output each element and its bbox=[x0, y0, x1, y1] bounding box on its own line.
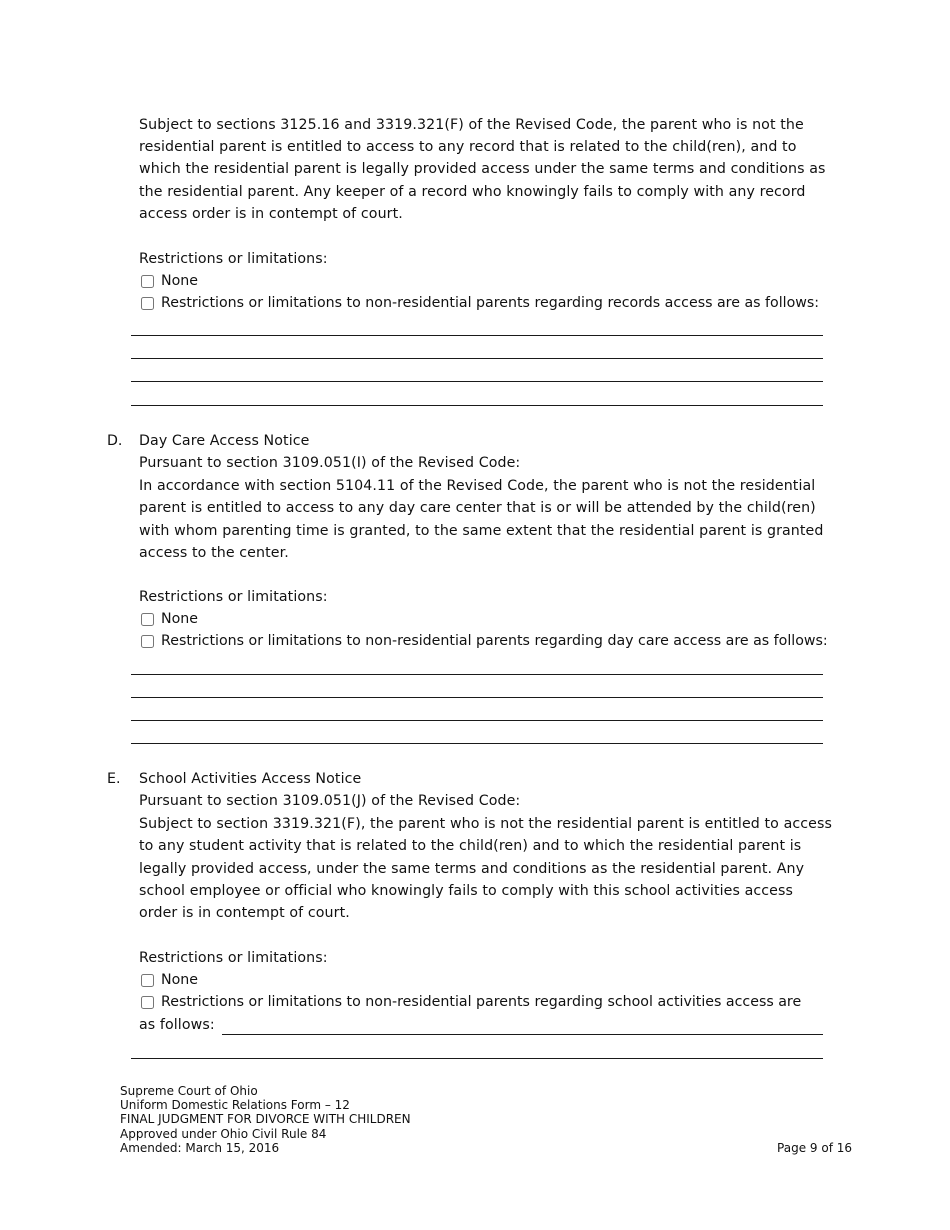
school-none-label: None bbox=[161, 972, 199, 988]
school-fill-line-2[interactable] bbox=[131, 1058, 823, 1059]
section-d-letter: D. bbox=[107, 433, 123, 449]
section-e-letter: E. bbox=[107, 771, 121, 787]
records-paragraph-line-3: which the residential parent is legally provided access under the same terms and conditions as bbox=[139, 161, 826, 177]
daycare-fill-line-4[interactable] bbox=[131, 743, 823, 744]
footer-form: Uniform Domestic Relations Form – 12 bbox=[120, 1098, 350, 1112]
footer-amended: Amended: March 15, 2016 bbox=[120, 1141, 280, 1155]
section-d-title: Day Care Access Notice bbox=[139, 433, 310, 449]
school-paragraph-line-3: legally provided access, under the same terms and conditions as the residential parent. Any bbox=[139, 861, 805, 877]
school-paragraph-line-2: to any student activity that is related to the child(ren) and to which the residential parent is bbox=[139, 838, 802, 854]
school-paragraph-line-5: order is in contempt of court. bbox=[139, 905, 350, 921]
records-fill-line-1[interactable] bbox=[131, 335, 823, 336]
footer-page-number: Page 9 of 16 bbox=[777, 1141, 852, 1155]
records-paragraph-line-2: residential parent is entitled to access to any record that is related to the child(ren), and to bbox=[139, 139, 797, 155]
daycare-fill-line-2[interactable] bbox=[131, 697, 823, 698]
footer-court: Supreme Court of Ohio bbox=[120, 1084, 258, 1098]
section-e-pursuant: Pursuant to section 3109.051(J) of the Revised Code: bbox=[139, 793, 521, 809]
records-paragraph-line-1: Subject to sections 3125.16 and 3319.321(F) of the Revised Code, the parent who is not the bbox=[139, 117, 804, 133]
daycare-fill-line-3[interactable] bbox=[131, 720, 823, 721]
records-paragraph-line-5: access order is in contempt of court. bbox=[139, 206, 403, 222]
daycare-fill-line-1[interactable] bbox=[131, 674, 823, 675]
records-none-checkbox[interactable] bbox=[141, 275, 154, 288]
records-restrictions-checkbox[interactable] bbox=[141, 297, 154, 310]
school-restrictions-label: Restrictions or limitations: bbox=[139, 950, 328, 966]
records-restrictions-label: Restrictions or limitations: bbox=[139, 251, 328, 267]
daycare-restrictions-label: Restrictions or limitations: bbox=[139, 589, 328, 605]
daycare-paragraph-line-1: In accordance with section 5104.11 of the Revised Code, the parent who is not the residential bbox=[139, 478, 816, 494]
daycare-none-checkbox[interactable] bbox=[141, 613, 154, 626]
daycare-paragraph-line-3: with whom parenting time is granted, to the same extent that the residential parent is granted bbox=[139, 523, 824, 539]
school-restrictions-checkbox[interactable] bbox=[141, 996, 154, 1009]
school-paragraph-line-1: Subject to section 3319.321(F), the parent who is not the residential parent is entitled to access bbox=[139, 816, 832, 832]
section-e-title: School Activities Access Notice bbox=[139, 771, 362, 787]
section-d-pursuant: Pursuant to section 3109.051(I) of the Revised Code: bbox=[139, 455, 521, 471]
records-fill-line-3[interactable] bbox=[131, 381, 823, 382]
records-none-label: None bbox=[161, 273, 199, 289]
school-paragraph-line-4: school employee or official who knowingly fails to comply with this school activities access bbox=[139, 883, 793, 899]
daycare-restrictions-checkbox[interactable] bbox=[141, 635, 154, 648]
school-none-checkbox[interactable] bbox=[141, 974, 154, 987]
daycare-paragraph-line-2: parent is entitled to access to any day care center that is or will be attended by the child(ren) bbox=[139, 500, 816, 516]
school-fill-line-1[interactable] bbox=[222, 1034, 823, 1035]
daycare-none-label: None bbox=[161, 611, 199, 627]
school-restrictions-label: Restrictions or limitations to non-residential parents regarding school activities access are bbox=[161, 994, 802, 1010]
records-restrictions-label: Restrictions or limitations to non-residential parents regarding records access are as follows: bbox=[161, 295, 820, 311]
records-fill-line-4[interactable] bbox=[131, 405, 823, 406]
daycare-paragraph-line-4: access to the center. bbox=[139, 545, 289, 561]
footer-approved: Approved under Ohio Civil Rule 84 bbox=[120, 1127, 327, 1141]
school-restrictions-label-cont: as follows: bbox=[139, 1017, 215, 1033]
daycare-restrictions-label: Restrictions or limitations to non-residential parents regarding day care access are as follows: bbox=[161, 633, 828, 649]
footer-title: FINAL JUDGMENT FOR DIVORCE WITH CHILDREN bbox=[120, 1112, 411, 1126]
records-paragraph-line-4: the residential parent. Any keeper of a record who knowingly fails to comply with any record bbox=[139, 184, 806, 200]
records-fill-line-2[interactable] bbox=[131, 358, 823, 359]
